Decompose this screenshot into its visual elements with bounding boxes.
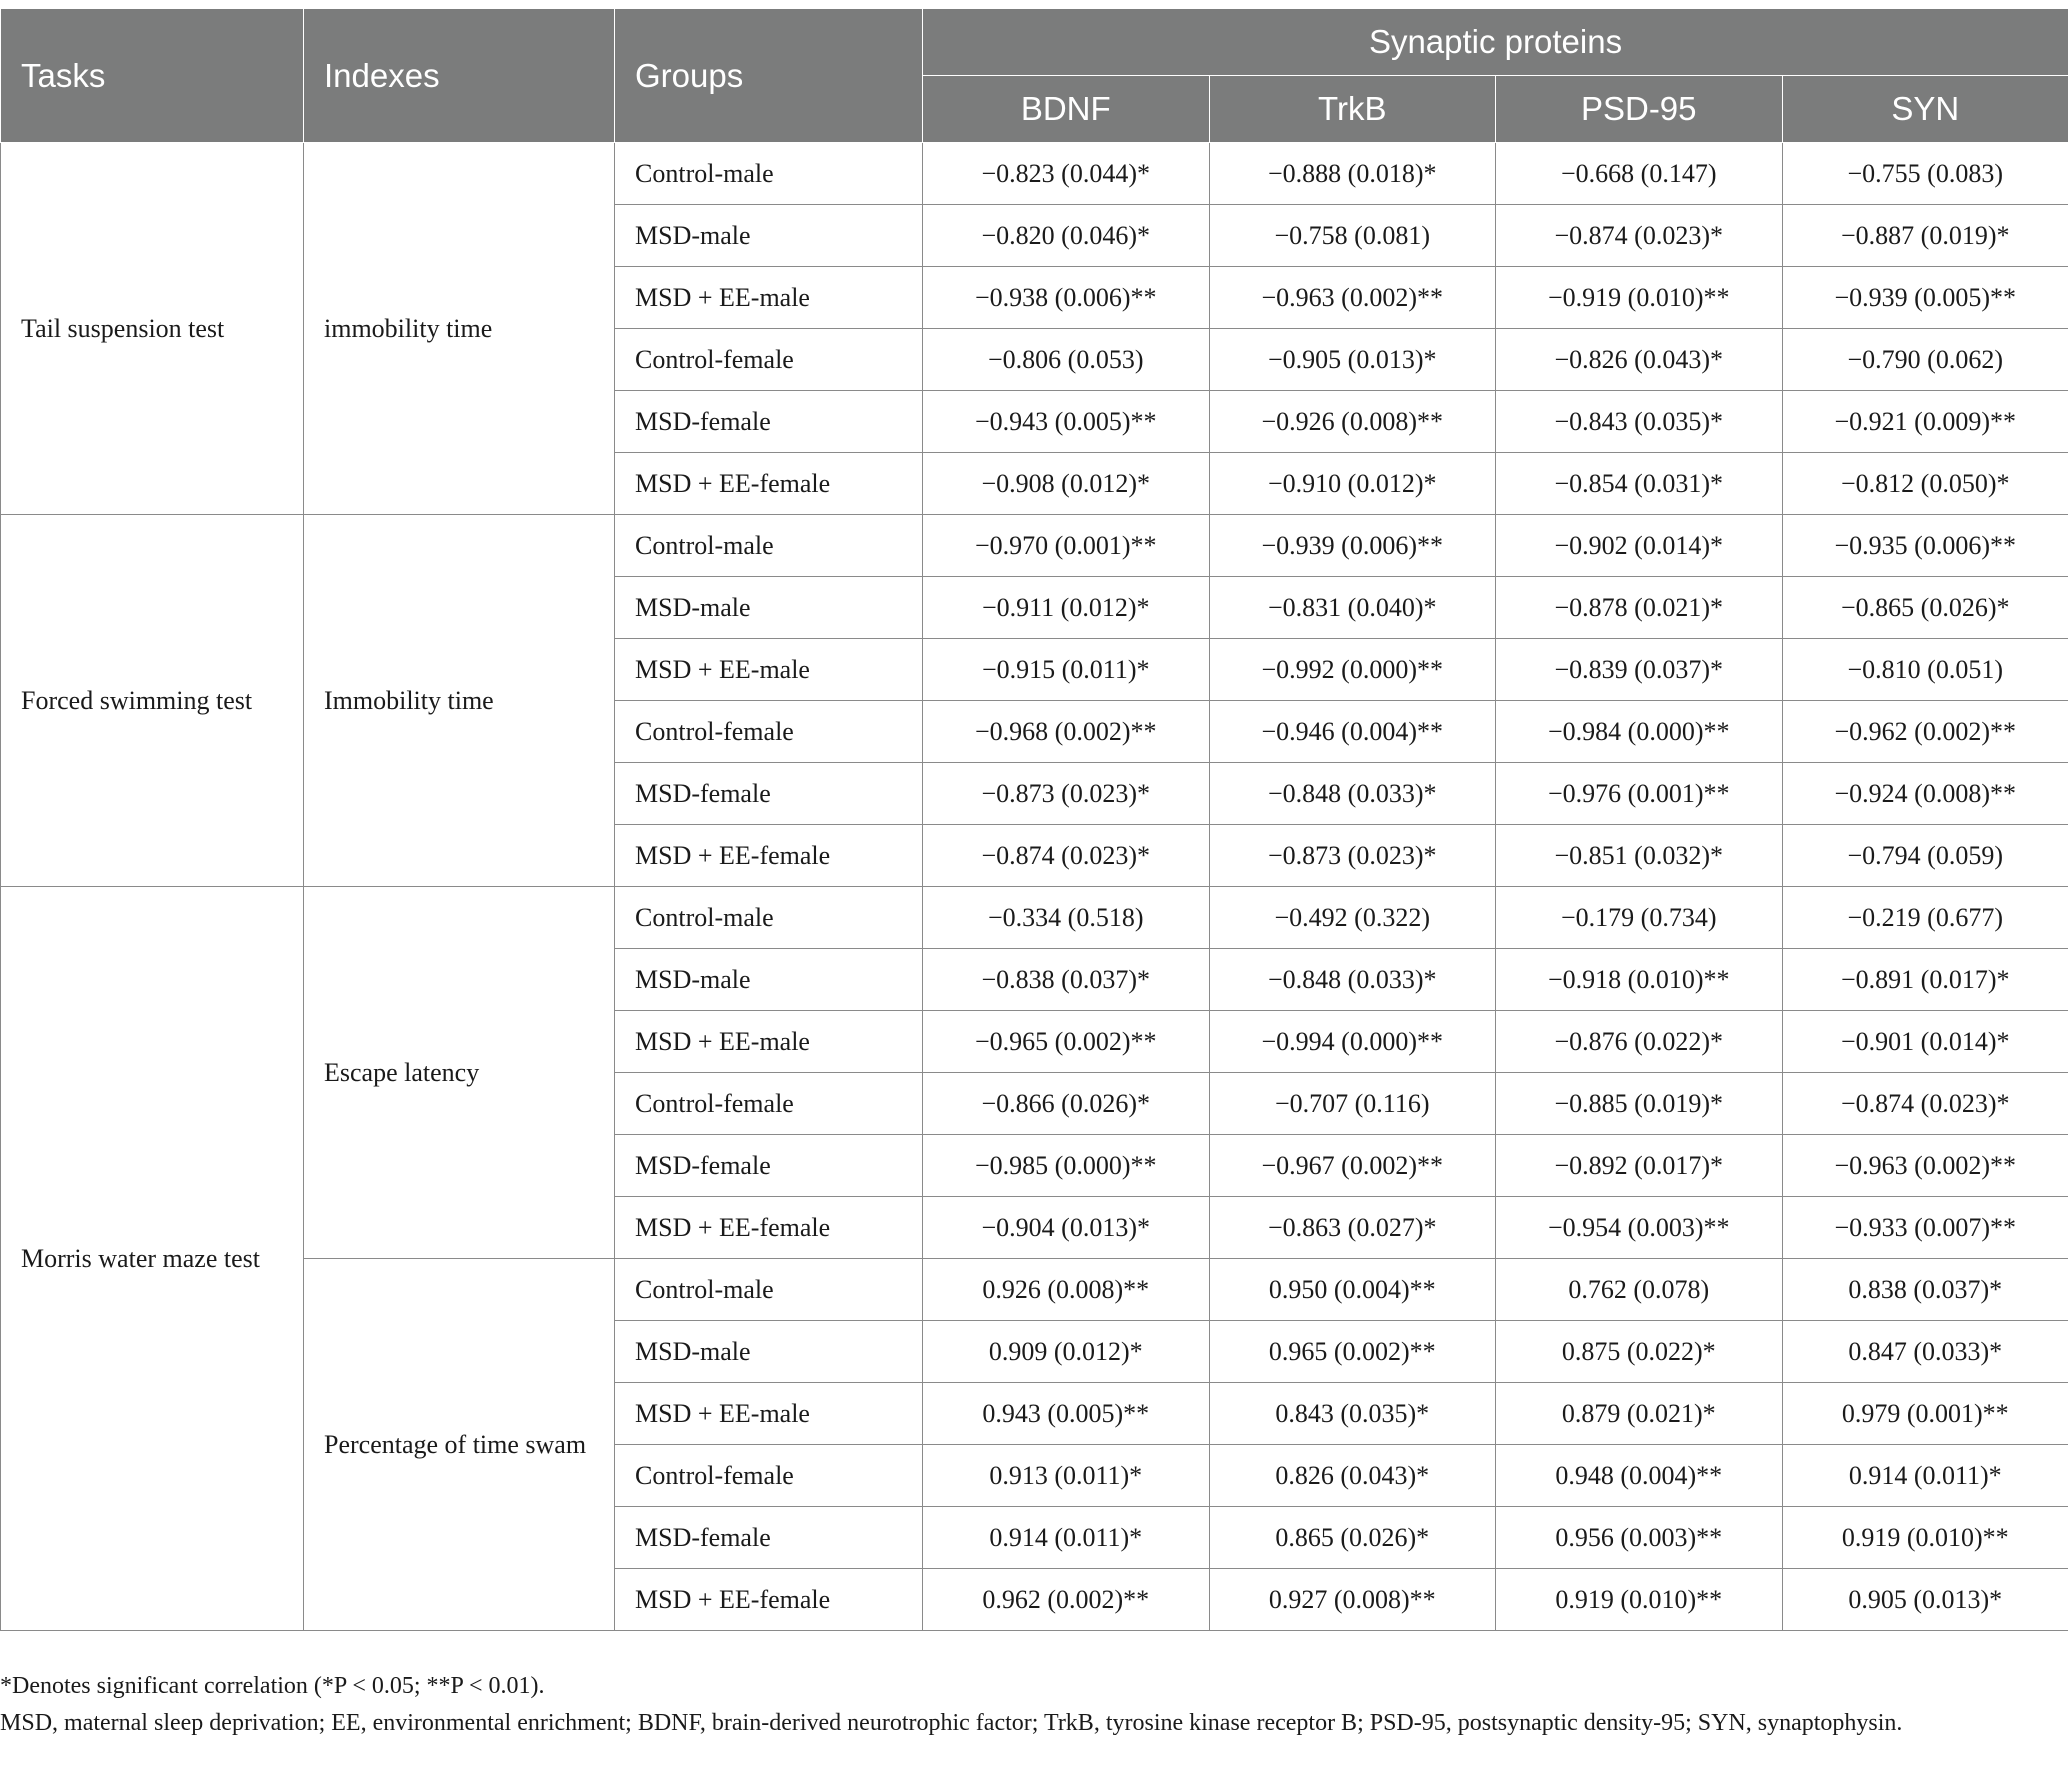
value-cell-bdnf: −0.823 (0.044)* — [923, 143, 1210, 205]
value-cell-syn: −0.794 (0.059) — [1782, 825, 2068, 887]
value-cell-trkb: −0.905 (0.013)* — [1209, 329, 1496, 391]
header-groups: Groups — [615, 9, 923, 143]
value-cell-trkb: 0.826 (0.043)* — [1209, 1445, 1496, 1507]
value-cell-bdnf: −0.334 (0.518) — [923, 887, 1210, 949]
value-cell-syn: −0.963 (0.002)** — [1782, 1135, 2068, 1197]
group-cell: MSD + EE-male — [615, 1383, 923, 1445]
value-cell-psd95: −0.919 (0.010)** — [1496, 267, 1783, 329]
value-cell-psd95: −0.826 (0.043)* — [1496, 329, 1783, 391]
value-cell-syn: −0.219 (0.677) — [1782, 887, 2068, 949]
value-cell-bdnf: −0.985 (0.000)** — [923, 1135, 1210, 1197]
value-cell-trkb: −0.939 (0.006)** — [1209, 515, 1496, 577]
table-header — [1, 9, 2068, 143]
group-cell: Control-female — [615, 1073, 923, 1135]
value-cell-syn: −0.921 (0.009)** — [1782, 391, 2068, 453]
footnote-significance: *Denotes significant correlation (*P < 0.05; **P < 0.01). — [0, 1673, 545, 1699]
value-cell-trkb: −0.946 (0.004)** — [1209, 701, 1496, 763]
value-cell-syn: 0.905 (0.013)* — [1782, 1569, 2068, 1631]
value-cell-syn: −0.887 (0.019)* — [1782, 205, 2068, 267]
value-cell-trkb: −0.848 (0.033)* — [1209, 949, 1496, 1011]
value-cell-trkb: 0.965 (0.002)** — [1209, 1321, 1496, 1383]
value-cell-syn: 0.914 (0.011)* — [1782, 1445, 2068, 1507]
group-cell: Control-female — [615, 329, 923, 391]
value-cell-trkb: −0.492 (0.322) — [1209, 887, 1496, 949]
value-cell-syn: −0.935 (0.006)** — [1782, 515, 2068, 577]
value-cell-trkb: 0.843 (0.035)* — [1209, 1383, 1496, 1445]
group-cell: Control-female — [615, 701, 923, 763]
group-cell: MSD + EE-male — [615, 267, 923, 329]
group-cell: MSD-female — [615, 763, 923, 825]
value-cell-syn: −0.924 (0.008)** — [1782, 763, 2068, 825]
correlation-table-container — [0, 8, 2068, 1631]
value-cell-trkb: 0.927 (0.008)** — [1209, 1569, 1496, 1631]
value-cell-bdnf: −0.970 (0.001)** — [923, 515, 1210, 577]
value-cell-bdnf: −0.873 (0.023)* — [923, 763, 1210, 825]
value-cell-psd95: −0.902 (0.014)* — [1496, 515, 1783, 577]
value-cell-bdnf: 0.913 (0.011)* — [923, 1445, 1210, 1507]
value-cell-bdnf: −0.820 (0.046)* — [923, 205, 1210, 267]
value-cell-trkb: −0.888 (0.018)* — [1209, 143, 1496, 205]
value-cell-bdnf: −0.838 (0.037)* — [923, 949, 1210, 1011]
value-cell-psd95: −0.854 (0.031)* — [1496, 453, 1783, 515]
value-cell-trkb: −0.848 (0.033)* — [1209, 763, 1496, 825]
value-cell-psd95: −0.668 (0.147) — [1496, 143, 1783, 205]
value-cell-psd95: −0.874 (0.023)* — [1496, 205, 1783, 267]
header-protein-psd95: PSD-95 — [1496, 76, 1783, 143]
value-cell-psd95: −0.839 (0.037)* — [1496, 639, 1783, 701]
value-cell-psd95: 0.948 (0.004)** — [1496, 1445, 1783, 1507]
value-cell-syn: −0.891 (0.017)* — [1782, 949, 2068, 1011]
value-cell-psd95: 0.956 (0.003)** — [1496, 1507, 1783, 1569]
value-cell-psd95: −0.954 (0.003)** — [1496, 1197, 1783, 1259]
group-cell: Control-male — [615, 515, 923, 577]
value-cell-trkb: −0.967 (0.002)** — [1209, 1135, 1496, 1197]
group-cell: MSD-male — [615, 205, 923, 267]
value-cell-syn: −0.790 (0.062) — [1782, 329, 2068, 391]
value-cell-bdnf: −0.938 (0.006)** — [923, 267, 1210, 329]
index-cell: Percentage of time swam — [304, 1259, 615, 1631]
header-protein-trkb: TrkB — [1209, 76, 1496, 143]
group-cell: MSD + EE-female — [615, 1197, 923, 1259]
value-cell-trkb: −0.863 (0.027)* — [1209, 1197, 1496, 1259]
table-body — [1, 143, 2068, 1631]
value-cell-syn: 0.919 (0.010)** — [1782, 1507, 2068, 1569]
value-cell-trkb: −0.963 (0.002)** — [1209, 267, 1496, 329]
value-cell-syn: −0.874 (0.023)* — [1782, 1073, 2068, 1135]
group-cell: MSD + EE-female — [615, 453, 923, 515]
value-cell-psd95: −0.892 (0.017)* — [1496, 1135, 1783, 1197]
value-cell-bdnf: 0.914 (0.011)* — [923, 1507, 1210, 1569]
value-cell-syn: −0.933 (0.007)** — [1782, 1197, 2068, 1259]
value-cell-bdnf: 0.926 (0.008)** — [923, 1259, 1210, 1321]
value-cell-bdnf: −0.904 (0.013)* — [923, 1197, 1210, 1259]
value-cell-trkb: −0.707 (0.116) — [1209, 1073, 1496, 1135]
group-cell: MSD-female — [615, 391, 923, 453]
value-cell-psd95: −0.179 (0.734) — [1496, 887, 1783, 949]
task-cell: Forced swimming test — [1, 515, 304, 887]
index-cell: immobility time — [304, 143, 615, 515]
footnote-abbreviations: MSD, maternal sleep deprivation; EE, environmental enrichment; BDNF, brain-derived neurotrophic factor; TrkB, tyrosine kinase receptor B; PSD-95, postsynaptic density-95; SYN, synaptophysin. — [0, 1710, 1903, 1736]
value-cell-syn: 0.979 (0.001)** — [1782, 1383, 2068, 1445]
value-cell-bdnf: −0.943 (0.005)** — [923, 391, 1210, 453]
value-cell-psd95: −0.878 (0.021)* — [1496, 577, 1783, 639]
table-footnotes — [0, 1668, 2040, 1742]
task-cell: Morris water maze test — [1, 887, 304, 1631]
value-cell-psd95: −0.984 (0.000)** — [1496, 701, 1783, 763]
value-cell-bdnf: −0.866 (0.026)* — [923, 1073, 1210, 1135]
value-cell-syn: 0.847 (0.033)* — [1782, 1321, 2068, 1383]
value-cell-bdnf: −0.908 (0.012)* — [923, 453, 1210, 515]
header-synaptic-proteins: Synaptic proteins — [923, 9, 2068, 76]
group-cell: MSD + EE-female — [615, 825, 923, 887]
value-cell-psd95: 0.875 (0.022)* — [1496, 1321, 1783, 1383]
value-cell-syn: −0.901 (0.014)* — [1782, 1011, 2068, 1073]
value-cell-bdnf: −0.968 (0.002)** — [923, 701, 1210, 763]
value-cell-bdnf: 0.962 (0.002)** — [923, 1569, 1210, 1631]
table-row — [1, 1259, 2068, 1321]
group-cell: Control-male — [615, 143, 923, 205]
group-cell: MSD + EE-male — [615, 1011, 923, 1073]
group-cell: MSD-female — [615, 1135, 923, 1197]
group-cell: MSD-male — [615, 1321, 923, 1383]
group-cell: Control-male — [615, 887, 923, 949]
value-cell-psd95: −0.851 (0.032)* — [1496, 825, 1783, 887]
group-cell: Control-female — [615, 1445, 923, 1507]
value-cell-trkb: −0.758 (0.081) — [1209, 205, 1496, 267]
header-protein-bdnf: BDNF — [923, 76, 1210, 143]
value-cell-syn: −0.812 (0.050)* — [1782, 453, 2068, 515]
value-cell-psd95: 0.762 (0.078) — [1496, 1259, 1783, 1321]
value-cell-syn: −0.962 (0.002)** — [1782, 701, 2068, 763]
index-cell: Immobility time — [304, 515, 615, 887]
value-cell-syn: −0.755 (0.083) — [1782, 143, 2068, 205]
correlation-table — [0, 8, 2068, 1631]
value-cell-trkb: −0.910 (0.012)* — [1209, 453, 1496, 515]
group-cell: MSD-male — [615, 577, 923, 639]
value-cell-bdnf: −0.874 (0.023)* — [923, 825, 1210, 887]
value-cell-syn: 0.838 (0.037)* — [1782, 1259, 2068, 1321]
table-row — [1, 143, 2068, 205]
value-cell-psd95: −0.976 (0.001)** — [1496, 763, 1783, 825]
header-tasks: Tasks — [1, 9, 304, 143]
value-cell-syn: −0.810 (0.051) — [1782, 639, 2068, 701]
group-cell: MSD-female — [615, 1507, 923, 1569]
group-cell: Control-male — [615, 1259, 923, 1321]
value-cell-trkb: −0.873 (0.023)* — [1209, 825, 1496, 887]
value-cell-trkb: −0.992 (0.000)** — [1209, 639, 1496, 701]
value-cell-bdnf: −0.915 (0.011)* — [923, 639, 1210, 701]
header-indexes: Indexes — [304, 9, 615, 143]
value-cell-psd95: 0.879 (0.021)* — [1496, 1383, 1783, 1445]
value-cell-bdnf: −0.806 (0.053) — [923, 329, 1210, 391]
index-cell: Escape latency — [304, 887, 615, 1259]
value-cell-psd95: −0.885 (0.019)* — [1496, 1073, 1783, 1135]
value-cell-syn: −0.865 (0.026)* — [1782, 577, 2068, 639]
value-cell-bdnf: 0.943 (0.005)** — [923, 1383, 1210, 1445]
task-cell: Tail suspension test — [1, 143, 304, 515]
group-cell: MSD + EE-female — [615, 1569, 923, 1631]
value-cell-psd95: 0.919 (0.010)** — [1496, 1569, 1783, 1631]
value-cell-bdnf: −0.911 (0.012)* — [923, 577, 1210, 639]
value-cell-trkb: 0.950 (0.004)** — [1209, 1259, 1496, 1321]
group-cell: MSD-male — [615, 949, 923, 1011]
value-cell-syn: −0.939 (0.005)** — [1782, 267, 2068, 329]
value-cell-trkb: −0.926 (0.008)** — [1209, 391, 1496, 453]
value-cell-psd95: −0.843 (0.035)* — [1496, 391, 1783, 453]
value-cell-bdnf: −0.965 (0.002)** — [923, 1011, 1210, 1073]
value-cell-trkb: −0.994 (0.000)** — [1209, 1011, 1496, 1073]
value-cell-trkb: 0.865 (0.026)* — [1209, 1507, 1496, 1569]
value-cell-trkb: −0.831 (0.040)* — [1209, 577, 1496, 639]
table-row — [1, 515, 2068, 577]
group-cell: MSD + EE-male — [615, 639, 923, 701]
header-protein-syn: SYN — [1782, 76, 2068, 143]
value-cell-bdnf: 0.909 (0.012)* — [923, 1321, 1210, 1383]
value-cell-psd95: −0.918 (0.010)** — [1496, 949, 1783, 1011]
value-cell-psd95: −0.876 (0.022)* — [1496, 1011, 1783, 1073]
table-row — [1, 887, 2068, 949]
